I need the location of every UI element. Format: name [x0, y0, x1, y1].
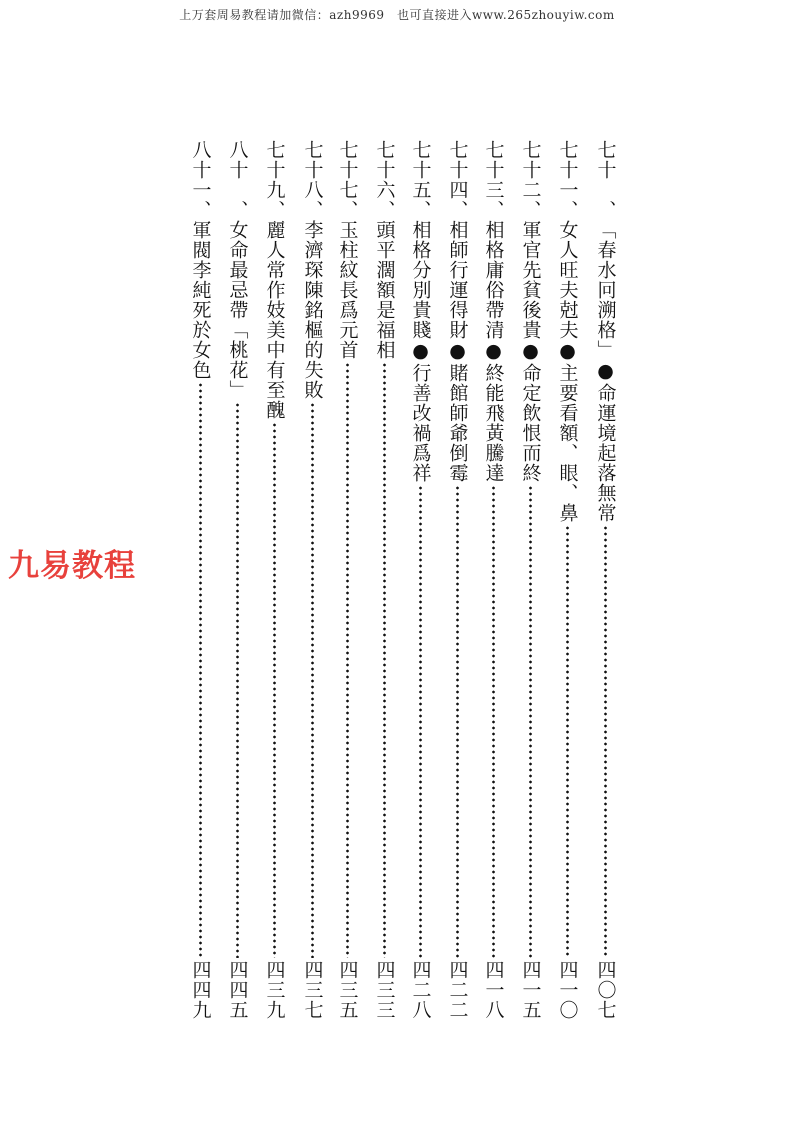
- dot-leader: [566, 525, 569, 958]
- entry-title: 麗人常作妓美中有至醜: [263, 220, 286, 420]
- dot-leader: [456, 485, 459, 958]
- toc-entry: [185, 140, 215, 1020]
- toc-entry: [259, 140, 289, 1020]
- entry-number: 七十三、: [482, 140, 505, 220]
- toc-entry: [405, 140, 435, 1020]
- entry-page-number: 四〇七: [594, 960, 617, 1020]
- entry-title: 李濟琛陳銘樞的失敗: [301, 220, 324, 400]
- entry-title: 女命最忌帶「桃花」: [226, 220, 249, 400]
- toc-entry: [297, 140, 327, 1020]
- entry-title: 女人旺夫尅夫●主要看額、眼、鼻: [556, 220, 579, 523]
- entry-number: 八十一、: [189, 140, 212, 220]
- entry-number: 七十四、: [446, 140, 469, 220]
- entry-title: 「春水冋溯格」●命運境起落無常: [594, 220, 617, 523]
- entry-number: 八十 、: [226, 140, 249, 220]
- entry-number: 七十六、: [373, 140, 396, 220]
- toc-entry: [590, 140, 620, 1020]
- watermark-logo: 九易教程: [8, 548, 136, 584]
- entry-page-number: 四三九: [263, 960, 286, 1020]
- table-of-contents: [0, 140, 794, 1040]
- entry-page-number: 四一五: [519, 960, 542, 1020]
- dot-leader: [273, 422, 276, 958]
- entry-page-number: 四三七: [301, 960, 324, 1020]
- entry-page-number: 四二二: [446, 960, 469, 1020]
- entry-page-number: 四一八: [482, 960, 505, 1020]
- dot-leader: [236, 402, 239, 958]
- dot-leader: [492, 485, 495, 958]
- dot-leader: [383, 362, 386, 958]
- entry-number: 七十八、: [301, 140, 324, 220]
- entry-title: 相師行運得財●賭館師爺倒霉: [446, 220, 469, 483]
- entry-page-number: 四一〇: [556, 960, 579, 1020]
- entry-page-number: 四二八: [409, 960, 432, 1020]
- toc-entry: [478, 140, 508, 1020]
- entry-title: 相格分別貴賤●行善改禍爲祥: [409, 220, 432, 483]
- toc-entry: [332, 140, 362, 1020]
- toc-entry: [369, 140, 399, 1020]
- dot-leader: [604, 525, 607, 958]
- dot-leader: [199, 382, 202, 958]
- entry-title: 軍閥李純死於女色: [189, 220, 212, 380]
- entry-title: 相格庸俗帶清●終能飛黃騰達: [482, 220, 505, 483]
- entry-page-number: 四四五: [226, 960, 249, 1020]
- dot-leader: [419, 485, 422, 958]
- entry-page-number: 四四九: [189, 960, 212, 1020]
- toc-entry: [552, 140, 582, 1020]
- entry-number: 七十七、: [336, 140, 359, 220]
- entry-title: 軍官先貧後貴●命定飲恨而終: [519, 220, 542, 483]
- toc-entry: [442, 140, 472, 1020]
- entry-number: 七十二、: [519, 140, 542, 220]
- dot-leader: [529, 485, 532, 958]
- entry-number: 七十 、: [594, 140, 617, 220]
- toc-entry: [222, 140, 252, 1020]
- page-header: 上万套周易教程请加微信：azh9969 也可直接进入www.265zhouyiw.com: [179, 8, 615, 22]
- entry-page-number: 四三五: [336, 960, 359, 1020]
- entry-title: 頭平濶額是福相: [373, 220, 396, 360]
- toc-entry: [515, 140, 545, 1020]
- entry-title: 玉柱紋長爲元首: [336, 220, 359, 360]
- entry-page-number: 四三三: [373, 960, 396, 1020]
- entry-number: 七十五、: [409, 140, 432, 220]
- entry-number: 七十九、: [263, 140, 286, 220]
- dot-leader: [346, 362, 349, 958]
- entry-number: 七十一、: [556, 140, 579, 220]
- dot-leader: [311, 402, 314, 958]
